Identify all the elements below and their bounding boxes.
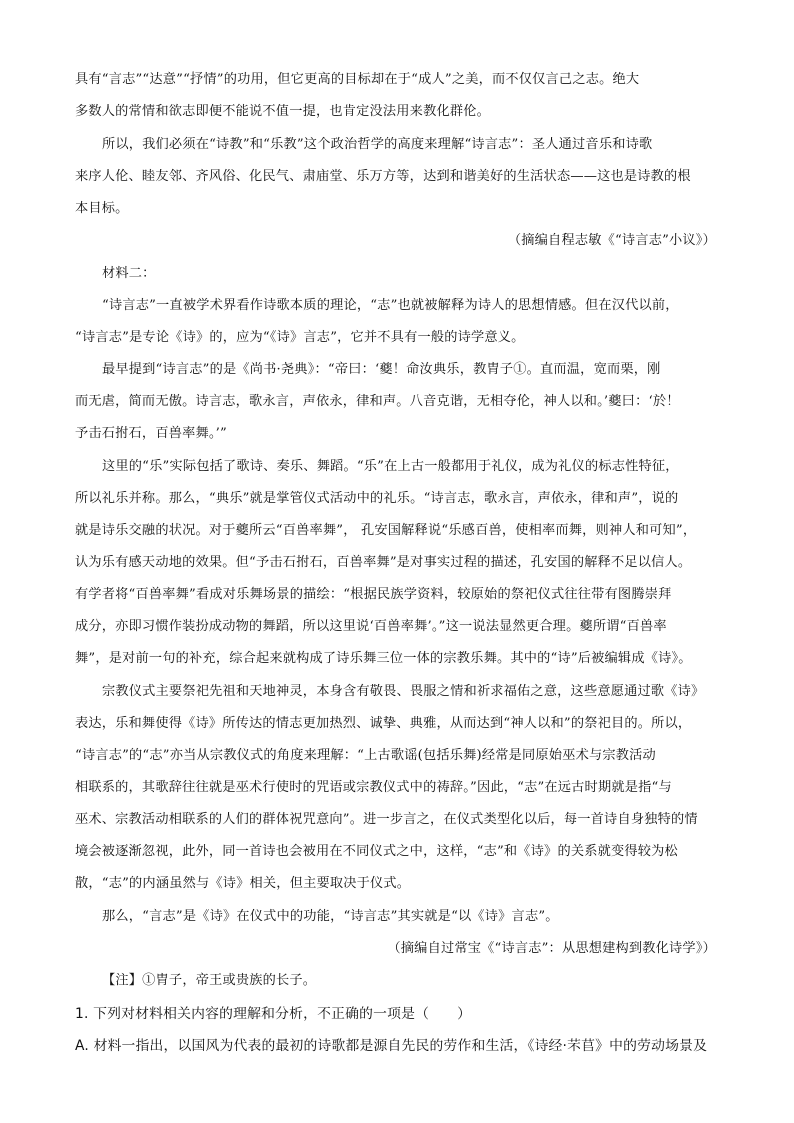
text-line: “诗言志”一直被学术界看作诗歌本质的理论，“志”也就被解释为诗人的思想情感。但在汉代以前， [102,298,679,313]
text-line: “诗言志”的“志”亦当从宗教仪式的角度来理解：“上古歌谣(包括乐舞)经常是同原始巫术与宗教活动 [75,748,656,763]
text-line: 巫术、宗教活动相联系的人们的群体祝咒意向”。进一步言之，在仪式类型化以后，每一首诗自身独特的情 [75,812,698,827]
text-line: 宗教仪式主要祭祀先祖和天地神灵，本身含有敬畏、畏服之情和祈求福佑之意，这些意愿通过歌《诗》 [102,684,705,699]
text-line: 相联系的，其歌辞往往就是巫术行使时的咒语或宗教仪式中的祷辞。”因此，“志”在远古时期就是指“与 [75,780,672,795]
text-line: 认为乐有感天动地的效果。但“予击石拊石，百兽率舞”是对事实过程的描述，孔安国的解释不足以信人。 [75,555,692,570]
text-line: 【注】①胄子，帝王或贵族的长子。 [102,973,317,988]
text-line: 本目标。 [75,201,129,216]
text-line: 成分，亦即习惯作装扮成动物的舞蹈，所以这里说‘百兽率舞’。”这一说法显然更合理。夔所谓“百兽率 [75,619,667,634]
text-line: （摘编自程志敏《“诗言志”小议》） [507,233,716,248]
text-line: 境会被逐渐忽视，此外，同一首诗也会被用在不同仪式之中，这样，“志”和《诗》的关系就变得较为松 [75,844,678,859]
text-line: 最早提到“诗言志”的是《尚书·尧典》：“帝曰：‘夔！命汝典乐，教胄子①。直而温，宽而栗，刚 [102,362,661,377]
text-line: A. 材料一指出，以国风为代表的最初的诗歌都是源自先民的劳作和生活，《诗经·芣苢》中的劳动场景及 [75,1038,708,1054]
text-line: 来序人伦、睦友邻、齐风俗、化民气、肃庙堂、乐万方等，达到和谐美好的生活状态——这也是诗教的根 [75,169,691,184]
text-line: 具有“言志”“达意”“抒情”的功用，但它更高的目标却在于“成人”之美，而不仅仅言己之志。绝大 [75,72,640,87]
text-line: 所以，我们必须在“诗教”和“乐教”这个政治哲学的高度来理解“诗言志”：圣人通过音乐和诗歌 [102,137,653,152]
text-line: 予击石拊石，百兽率舞。’” [75,426,227,441]
text-line: 材料二： [102,266,156,281]
text-line: 表达，乐和舞使得《诗》所传达的情志更加热烈、诚挚、典雅，从而达到“神人以和”的祭祀目的。所以， [75,716,692,731]
text-line: 所以礼乐并称。那么，“典乐”就是掌管仪式活动中的礼乐。“诗言志，歌永言，声依永，律和声”，说的 [75,491,679,506]
text-line: 就是诗乐交融的状况。对于夔所云“百兽率舞”， 孔安国解释说“乐感百兽，使相率而舞，则神人和可知”， [75,523,697,538]
text-line: 舞”，是对前一句的补充，综合起来就构成了诗乐舞三位一体的宗教乐舞。其中的“诗”后被编辑成《诗》。 [75,651,692,666]
text-line: “诗言志”是专论《诗》的，应为“《诗》言志”，它并不具有一般的诗学意义。 [75,330,525,345]
text-line: （摘编自过常宝《“诗言志”：从思想建构到教化诗学》） [387,941,716,956]
text-line: 1. 下列对材料相关内容的理解和分析，不正确的一项是（ ） [75,1006,472,1022]
text-line: 这里的“乐”实际包括了歌诗、奏乐、舞蹈。“乐”在上古一般都用于礼仪，成为礼仪的标志性特征， [102,459,679,474]
text-line: 多数人的常情和欲志即便不能说不值一提，也肯定没法用来教化群伦。 [75,104,491,119]
text-line: 那么，“言志”是《诗》在仪式中的功能，“诗言志”其实就是“以《诗》言志”。 [102,909,559,924]
text-line: 散，“志”的内涵虽然与《诗》相关，但主要取决于仪式。 [75,876,411,891]
text-line: 有学者将“百兽率舞”看成对乐舞场景的描绘：“根据民族学资料，较原始的祭祀仪式往往带有图腾崇拜 [75,587,672,602]
text-line: 而无虐，简而无傲。诗言志，歌永言，声依永，律和声。八音克谐，无相夺伦，神人以和。’夔曰：‘於！ [75,394,680,409]
